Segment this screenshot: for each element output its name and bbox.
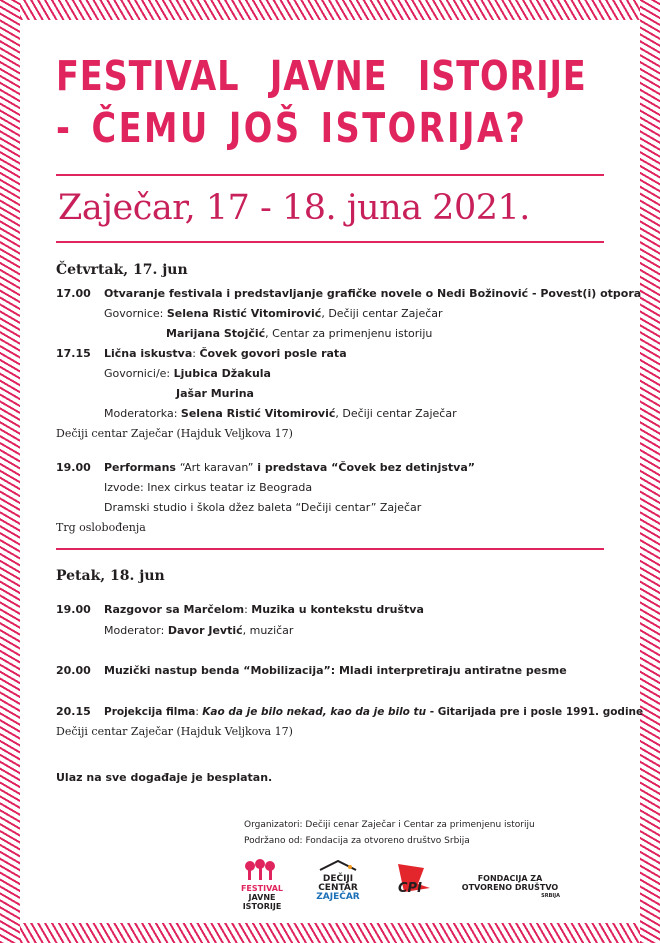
divider xyxy=(56,548,604,550)
event-title: Performans “Art karavan” i predstava “Čovek bez detinjstva” xyxy=(104,461,475,474)
deciji-centar-logo: DEČIJI CENTAR ZAJEČAR xyxy=(314,856,362,908)
event-time: 17.00 xyxy=(56,287,91,300)
date-location: Zaječar, 17 - 18. juna 2021. xyxy=(58,188,530,228)
event-speakers: Govornici/e: Ljubica Džakula xyxy=(104,367,271,380)
divider xyxy=(56,174,604,176)
event-title: Projekcija filma: Kao da je bilo nekad, kao da je bilo tu - Gitarijada pre i posle 1991. godine xyxy=(104,706,644,718)
house-roof-icon xyxy=(314,859,362,871)
poster-title-line2: - ČEMU JOŠ ISTORIJA? xyxy=(56,104,528,152)
event-time: 20.00 xyxy=(56,664,91,677)
event-time: 19.00 xyxy=(56,603,91,616)
decorative-border-right xyxy=(640,0,660,943)
decorative-border-top xyxy=(0,0,660,20)
event-moderator: Moderator: Davor Jevtić, muzičar xyxy=(104,624,294,637)
event-speakers: Marijana Stojčić, Centar za primenjenu istoriju xyxy=(166,327,433,340)
festival-logo: FESTIVAL JAVNE ISTORIJE xyxy=(240,858,284,910)
venue: Trg oslobođenja xyxy=(56,521,146,534)
day2-heading: Petak, 18. jun xyxy=(56,568,165,584)
event-speakers: Govornice: Selena Ristić Vitomirović, Dečiji centar Zaječar xyxy=(104,307,443,320)
decorative-border-bottom xyxy=(0,923,660,943)
organizers: Organizatori: Dečiji cenar Zaječar i Centar za primenjenu istoriju xyxy=(244,820,535,830)
event-speakers: Jašar Murina xyxy=(176,387,254,400)
cpi-logo: CPI xyxy=(394,862,434,902)
event-title: Lična iskustva: Čovek govori posle rata xyxy=(104,347,347,360)
supported-by: Podržano od: Fondacija za otvoreno društvo Srbija xyxy=(244,836,470,846)
event-moderator: Moderatorka: Selena Ristić Vitomirović, Dečiji centar Zaječar xyxy=(104,407,457,420)
event-title: Otvaranje festivala i predstavljanje grafičke novele o Nedi Božinović - Povest(i) otpora xyxy=(104,287,642,300)
event-title: Razgovor sa Marčelom: Muzika u kontekstu društva xyxy=(104,603,424,616)
event-time: 17.15 xyxy=(56,347,91,360)
poster-title-line1: FESTIVAL JAVNE ISTORIJE xyxy=(56,52,587,100)
venue: Dečiji centar Zaječar (Hajduk Veljkova 17) xyxy=(56,725,293,738)
festival-logo-icon xyxy=(240,858,284,880)
fondacija-logo: FONDACIJA ZA OTVORENO DRUŠTVO SRBIJA xyxy=(461,874,560,899)
event-title: Muzički nastup benda “Mobilizacija”: Mladi interpretiraju antiratne pesme xyxy=(104,664,567,677)
venue: Dečiji centar Zaječar (Hajduk Veljkova 17) xyxy=(56,427,293,440)
event-time: 20.15 xyxy=(56,705,91,718)
event-performers: Izvode: Inex cirkus teatar iz Beograda xyxy=(104,481,313,494)
event-performers: Dramski studio i škola džez baleta “Dečiji centar” Zaječar xyxy=(104,501,422,514)
event-time: 19.00 xyxy=(56,461,91,474)
free-entry-note: Ulaz na sve događaje je besplatan. xyxy=(56,771,273,784)
day1-heading: Četvrtak, 17. jun xyxy=(56,262,188,278)
decorative-border-left xyxy=(0,0,20,943)
divider xyxy=(56,241,604,243)
